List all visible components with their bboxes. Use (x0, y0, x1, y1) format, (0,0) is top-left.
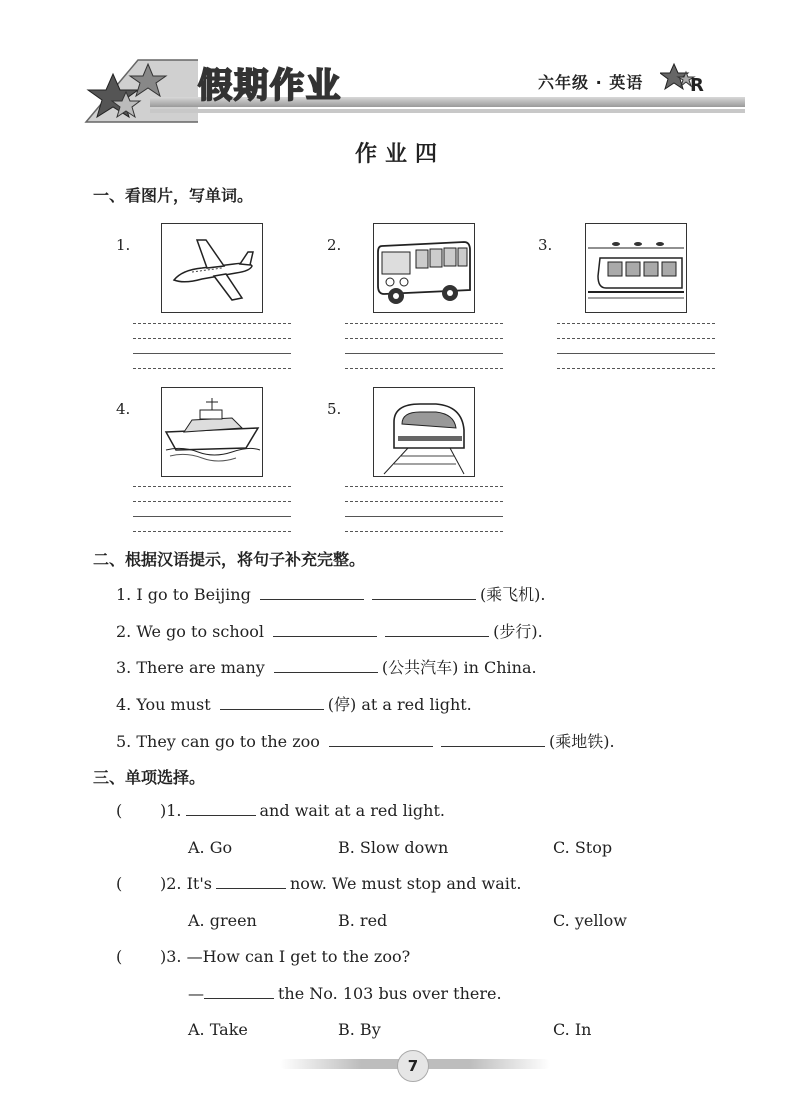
sentence-5: 5. They can go to the zoo (乘地铁). (116, 732, 615, 751)
answer-blank[interactable] (329, 732, 433, 747)
page-title: 作业四 (354, 142, 445, 167)
answer-blank[interactable] (260, 585, 364, 600)
item-number: 3. (538, 236, 553, 254)
answer-blank[interactable] (204, 984, 274, 999)
answer-blank[interactable] (372, 585, 476, 600)
sentence-4: 4. You must (停) at a red light. (116, 695, 472, 714)
item-number: 1. (116, 236, 131, 254)
answer-lines[interactable] (345, 309, 503, 369)
answer-paren[interactable]: ( (116, 874, 123, 893)
ship-picture (161, 387, 263, 477)
answer-blank[interactable] (274, 658, 378, 673)
grade-subject-label: 六年级 · 英语 (538, 73, 644, 92)
stars-logo-icon (78, 52, 198, 127)
edition-mark: R (690, 75, 704, 96)
question-3-line-2: — the No. 103 bus over there. (188, 984, 502, 1003)
answer-lines[interactable] (133, 309, 291, 369)
answer-blank[interactable] (441, 732, 545, 747)
header-title: 假期作业 (198, 66, 342, 106)
item-number: 4. (116, 400, 131, 418)
sentence-3: 3. There are many (公共汽车) in China. (116, 658, 537, 677)
airplane-picture (161, 223, 263, 313)
bus-icon (374, 224, 474, 312)
answer-lines[interactable] (133, 472, 291, 532)
answer-lines[interactable] (557, 309, 715, 369)
option-b[interactable]: B. By (338, 1020, 381, 1039)
ship-icon (162, 388, 262, 476)
answer-blank[interactable] (216, 874, 286, 889)
question-1: )1. and wait at a red light. (160, 801, 445, 820)
item-number: 2. (327, 236, 342, 254)
sentence-1: 1. I go to Beijing (乘飞机). (116, 585, 546, 604)
bus-picture (373, 223, 475, 313)
answer-blank[interactable] (273, 622, 377, 637)
option-b[interactable]: B. Slow down (338, 838, 449, 857)
section2-heading: 二、根据汉语提示，将句子补充完整。 (93, 550, 366, 569)
subway-icon (586, 224, 686, 312)
page-number: 7 (397, 1050, 429, 1082)
answer-blank[interactable] (186, 801, 256, 816)
answer-paren[interactable]: ( (116, 801, 123, 820)
option-c[interactable]: C. In (553, 1020, 592, 1039)
item-number: 5. (327, 400, 342, 418)
train-picture (373, 387, 475, 477)
airplane-icon (162, 224, 262, 312)
option-c[interactable]: C. yellow (553, 911, 627, 930)
answer-blank[interactable] (385, 622, 489, 637)
section1-heading: 一、看图片，写单词。 (93, 186, 254, 205)
question-3: )3. —How can I get to the zoo? (160, 947, 411, 966)
page-header (0, 0, 800, 135)
option-a[interactable]: A. green (188, 911, 257, 930)
option-b[interactable]: B. red (338, 911, 388, 930)
answer-blank[interactable] (220, 695, 324, 710)
subway-picture (585, 223, 687, 313)
train-icon (374, 388, 474, 476)
section3-heading: 三、单项选择。 (93, 768, 206, 787)
sentence-2: 2. We go to school (步行). (116, 622, 543, 641)
question-2: )2. It's now. We must stop and wait. (160, 874, 522, 893)
answer-paren[interactable]: ( (116, 947, 123, 966)
answer-lines[interactable] (345, 472, 503, 532)
option-a[interactable]: A. Go (188, 838, 233, 857)
option-a[interactable]: A. Take (188, 1020, 248, 1039)
option-c[interactable]: C. Stop (553, 838, 613, 857)
